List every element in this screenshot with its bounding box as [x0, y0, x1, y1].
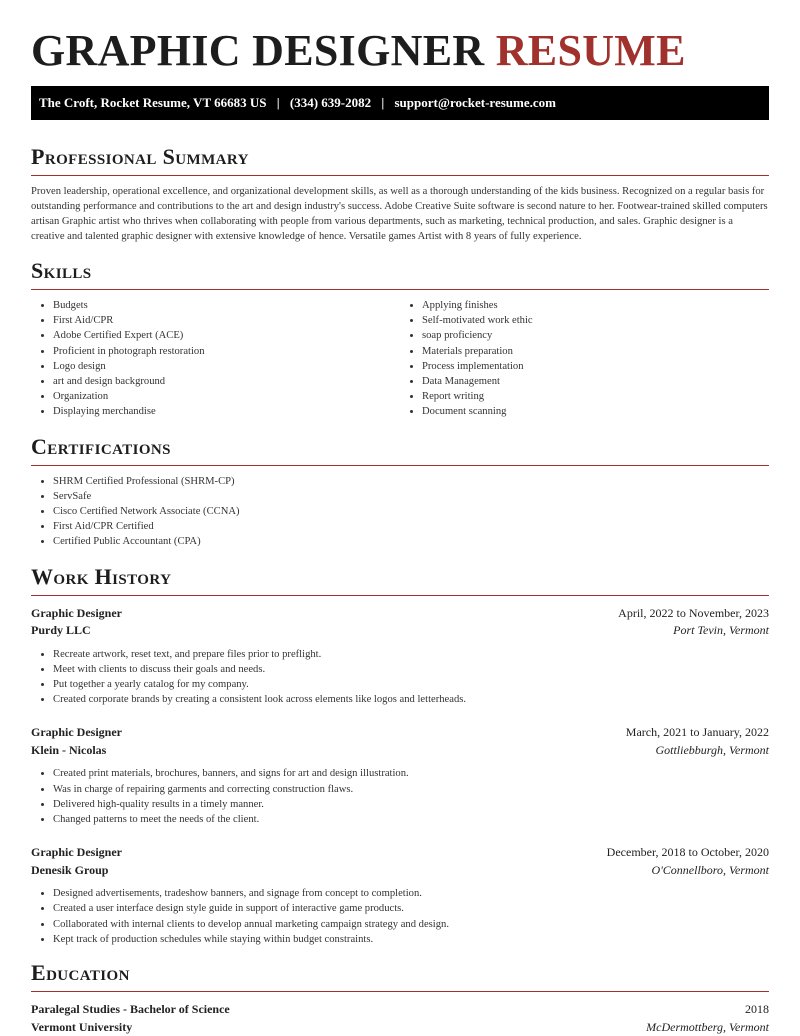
education-header [31, 1001, 769, 1019]
contact-email[interactable]: support@rocket-resume.com [394, 95, 556, 110]
skill-item: • Applying finishes [422, 298, 769, 313]
education-degree: Paralegal Studies - Bachelor of Science [31, 1002, 230, 1017]
job-bullet: • Created corporate brands by creating a consistent look across elements like logos and letterheads. [53, 692, 769, 707]
skill-item: • Self-motivated work ethic [422, 313, 769, 328]
certification-item: • Cisco Certified Network Associate (CCNA) [53, 504, 769, 519]
education-location: McDermottberg, Vermont [646, 1019, 769, 1034]
education-section [31, 960, 769, 1036]
skill-item: • Displaying merchandise [53, 404, 400, 419]
contact-bar [31, 86, 769, 120]
job-location: Port Tevin, Vermont [673, 623, 769, 638]
skill-item: • Organization [53, 389, 400, 404]
job-company: Purdy LLC [31, 623, 91, 638]
contact-phone[interactable]: (334) 639-2082 [289, 95, 372, 110]
skill-item: • Adobe Certified Expert (ACE) [53, 328, 400, 343]
job-subheader [31, 622, 769, 640]
job-dates: March, 2021 to January, 2022 [625, 725, 769, 740]
job-bullet: • Meet with clients to discuss their goals and needs. [53, 662, 769, 677]
job-company: Klein - Nicolas [31, 742, 107, 757]
job-location: Gottliebburgh, Vermont [655, 742, 769, 757]
section-heading: Skills [31, 258, 92, 283]
section-divider [31, 595, 769, 596]
job-header [31, 724, 769, 742]
job-subheader [31, 862, 769, 880]
job-entry [31, 724, 769, 827]
job-header [31, 605, 769, 623]
job-title: Graphic Designer [31, 845, 122, 860]
job-bullet: • Kept track of production schedules while staying within budget constraints. [53, 932, 769, 947]
skills-list-right [400, 298, 769, 420]
job-bullet: • Recreate artwork, reset text, and prepare files prior to preflight. [53, 647, 769, 662]
contact-separator: | [381, 95, 385, 110]
job-header [31, 844, 769, 862]
skill-item: • Materials preparation [422, 344, 769, 359]
job-company: Denesik Group [31, 862, 109, 877]
skill-item: • Proficient in photograph restoration [53, 344, 400, 359]
job-location: O'Connellboro, Vermont [651, 862, 769, 877]
education-school: Vermont University [31, 1019, 133, 1034]
job-subheader [31, 742, 769, 760]
title-main: GRAPHIC DESIGNER [31, 26, 485, 75]
section-heading: Professional Summary [31, 144, 249, 169]
job-bullets [31, 647, 769, 708]
skill-item: • Process implementation [422, 359, 769, 374]
job-bullet: • Was in charge of repairing garments and correcting construction flaws. [53, 782, 769, 797]
certification-item: • Certified Public Accountant (CPA) [53, 534, 769, 549]
skills-list-left [31, 298, 400, 420]
job-bullet: • Delivered high-quality results in a timely manner. [53, 797, 769, 812]
summary-section [31, 144, 769, 244]
education-entry [31, 1001, 769, 1036]
job-bullet: • Put together a yearly catalog for my company. [53, 677, 769, 692]
skill-item: • Document scanning [422, 404, 769, 419]
job-dates: April, 2022 to November, 2023 [618, 605, 769, 620]
job-bullet: • Collaborated with internal clients to develop annual marketing campaign strategy and design. [53, 917, 769, 932]
section-heading: Work History [31, 563, 172, 589]
education-subheader [31, 1019, 769, 1036]
job-bullet: • Designed advertisements, tradeshow banners, and signage from concept to completion. [53, 886, 769, 901]
skill-item: • art and design background [53, 374, 400, 389]
skill-item: • Report writing [422, 389, 769, 404]
section-divider [31, 465, 769, 466]
skills-columns [31, 298, 769, 420]
certification-item: • SHRM Certified Professional (SHRM-CP) [53, 474, 769, 489]
job-entry [31, 605, 769, 708]
work-history-section [31, 564, 769, 947]
skills-section [31, 258, 769, 420]
job-bullets [31, 766, 769, 827]
skill-item: • Logo design [53, 359, 400, 374]
summary-text: Proven leadership, operational excellence, and organizational development skills, as well as a thorough understanding of the kids business. Recognized on a regular basis for outstanding performance and contributions to the art and design industry's success. Adobe Creative Suite software is second nature to her. Footwear-trained skilled computers artisan Graphic artist who thrives when collaborating with people from various departments, such as marketing, technical production, and sales. Graphic designer is a creative and talented graphic designer with extensive knowledge of hence. Versatile games Artist with 8 years of fully experience. [31, 186, 768, 242]
section-divider [31, 175, 769, 176]
contact-separator: | [276, 95, 280, 110]
job-title: Graphic Designer [31, 725, 122, 740]
job-bullet: • Changed patterns to meet the needs of the client. [53, 812, 769, 827]
section-heading: Education [31, 960, 130, 986]
job-title: Graphic Designer [31, 605, 122, 620]
skill-item: • First Aid/CPR [53, 313, 400, 328]
skill-item: • Data Management [422, 374, 769, 389]
education-year: 2018 [745, 1002, 769, 1017]
certifications-list [31, 474, 769, 550]
job-dates: December, 2018 to October, 2020 [606, 845, 769, 860]
job-entry [31, 844, 769, 947]
certifications-section [31, 434, 769, 550]
title-accent: RESUME [495, 26, 686, 75]
job-bullets [31, 886, 769, 947]
contact-address: The Croft, Rocket Resume, VT 66683 US [39, 95, 267, 110]
resume-title [31, 0, 769, 74]
certification-item: • First Aid/CPR Certified [53, 519, 769, 534]
skill-item: • soap proficiency [422, 328, 769, 343]
job-bullet: • Created a user interface design style guide in support of interactive game products. [53, 901, 769, 916]
section-divider [31, 289, 769, 290]
section-heading: Certifications [31, 433, 171, 459]
job-bullet: • Created print materials, brochures, banners, and signs for art and design illustration. [53, 766, 769, 781]
certification-item: • ServSafe [53, 489, 769, 504]
skill-item: • Budgets [53, 298, 400, 313]
section-divider [31, 991, 769, 992]
